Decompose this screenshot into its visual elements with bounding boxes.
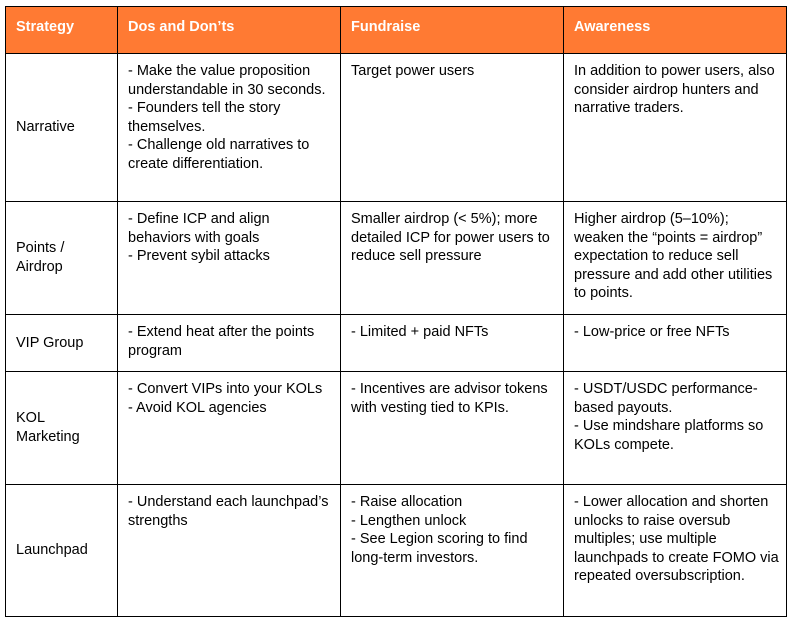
dos-line: - Understand each launchpad’s strengths — [128, 494, 329, 529]
fundraise-line: Smaller airdrop (< 5%); more detailed ICP for power users to reduce sell pressure — [351, 211, 550, 265]
table-row — [6, 202, 787, 315]
awareness-line: - Low-price or free NFTs — [574, 324, 730, 340]
fundraise-line: - See Legion scoring to find long-term investors. — [351, 531, 528, 566]
strategy-cell: VIP Group — [6, 315, 118, 372]
fundraise-line: - Limited + paid NFTs — [351, 324, 489, 340]
dos-cell — [118, 202, 341, 315]
header-strategy: Strategy — [6, 7, 118, 54]
awareness-cell — [564, 54, 787, 202]
header-fundraise: Fundraise — [341, 7, 564, 54]
strategy-cell: Points / Airdrop — [6, 202, 118, 315]
table-row — [6, 54, 787, 202]
awareness-cell — [564, 315, 787, 372]
header-awareness: Awareness — [564, 7, 787, 54]
strategy-cell: KOL Marketing — [6, 372, 118, 485]
fundraise-cell — [341, 372, 564, 485]
header-row — [6, 7, 787, 54]
dos-line: - Founders tell the story themselves. — [128, 100, 281, 135]
awareness-cell — [564, 485, 787, 617]
awareness-line: - USDT/USDC performance-based payouts. — [574, 381, 758, 416]
awareness-line: - Lower allocation and shorten unlocks to raise oversub multiples; use multiple launchpads to create FOMO via repeated oversubscription. — [574, 494, 779, 585]
awareness-line: - Use mindshare platforms so KOLs compete. — [574, 418, 764, 453]
table-row — [6, 315, 787, 372]
dos-line: - Avoid KOL agencies — [128, 399, 267, 416]
awareness-cell — [564, 202, 787, 315]
fundraise-line: - Incentives are advisor tokens with vesting tied to KPIs. — [351, 381, 548, 416]
strategy-table — [5, 6, 787, 617]
dos-cell — [118, 372, 341, 485]
dos-line: - Extend heat after the points program — [128, 324, 315, 359]
fundraise-line: - Lengthen unlock — [351, 512, 467, 529]
awareness-cell — [564, 372, 787, 485]
dos-cell — [118, 54, 341, 202]
fundraise-cell — [341, 315, 564, 372]
dos-cell — [118, 485, 341, 617]
fundraise-cell — [341, 54, 564, 202]
dos-line: - Define ICP and align behaviors with goals — [128, 211, 270, 246]
awareness-line: In addition to power users, also consider airdrop hunters and narrative traders. — [574, 63, 775, 117]
fundraise-cell — [341, 485, 564, 617]
dos-line: - Make the value proposition understandable in 30 seconds. — [128, 63, 326, 98]
table-row — [6, 372, 787, 485]
strategy-cell: Launchpad — [6, 485, 118, 617]
dos-line: - Challenge old narratives to create differentiation. — [128, 137, 310, 172]
strategy-cell: Narrative — [6, 54, 118, 202]
dos-line: - Prevent sybil attacks — [128, 248, 270, 265]
fundraise-line: - Raise allocation — [351, 494, 463, 510]
fundraise-line: Target power users — [351, 63, 475, 79]
fundraise-cell — [341, 202, 564, 315]
table-row — [6, 485, 787, 617]
dos-cell — [118, 315, 341, 372]
header-dos-and-donts: Dos and Don’ts — [118, 7, 341, 54]
awareness-line: Higher airdrop (5–10%); weaken the “points = airdrop” expectation to reduce sell pressure and add other utilities to points. — [574, 211, 773, 302]
dos-line: - Convert VIPs into your KOLs — [128, 381, 323, 397]
